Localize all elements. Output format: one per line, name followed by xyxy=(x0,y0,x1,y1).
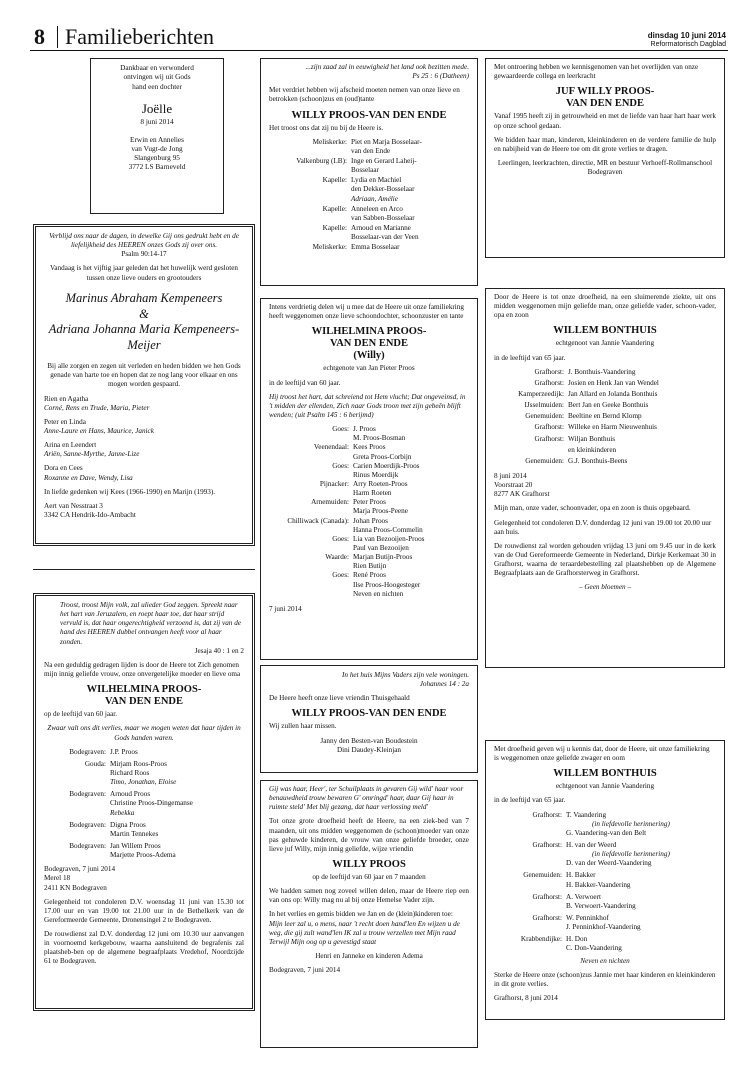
family-member: Inge en Gerard Laheij- xyxy=(351,157,417,166)
family-group xyxy=(44,418,244,436)
family-row xyxy=(44,821,244,839)
header-rule xyxy=(30,50,728,51)
family-member: J.P. Proos xyxy=(110,747,138,756)
address-line: 3342 CA Hendrik-Ido-Ambacht xyxy=(44,511,136,520)
signed-name: Leerlingen, leerkrachten, directie, MR en bestuur Verhoeff-Rollmanschool Bodegraven xyxy=(497,158,713,177)
family-place: Grafhorst: xyxy=(534,378,564,387)
obituary-intro: De Heere heeft onze lieve vriendin Thuisgehaald xyxy=(269,694,410,703)
family-place: IJsselmuiden: xyxy=(524,401,564,410)
family-row xyxy=(269,535,469,553)
family-row xyxy=(269,462,469,480)
family-row xyxy=(269,553,469,571)
family-names xyxy=(568,435,716,444)
quote-reference: Ps 25 : 6 (Datheen) xyxy=(412,72,469,81)
bible-quote: ...zijn zaad zal in eeuwigheid het land ook bezitten mede. xyxy=(305,63,469,71)
signed-name: Janny den Besten-van Boudestein xyxy=(320,736,418,745)
family-member: Josien en Henk Jan van Wendel xyxy=(568,378,659,387)
condolence-info: Gelegenheid tot condoleren D.V. donderdag 12 juni van 19.00 tot 20.00 uur aan huis. xyxy=(494,518,712,536)
obituary-intro: Met droefheid geven wij u kennis dat, door de Heere, uit onze familiekring is weggenomen onze geliefde zwager en oom xyxy=(494,745,710,763)
bible-quote: Troost, troost Mijn volk, zal ulieder God zeggen. Spreekt naar het hart van Jeruzalem, en roept haar toe, dat haar strijd vervuld is, dat haar ongerechtigheid verzoend is, dat zij van de hand des HEEREN dubbel ontvangen heeft voor al haar zonden. xyxy=(60,601,241,646)
family-place: Grafhorst: xyxy=(534,434,564,443)
family-row xyxy=(269,571,469,598)
family-member: Peter Proos xyxy=(353,498,386,507)
family-row xyxy=(44,842,244,860)
section-title: Familieberichten xyxy=(65,24,215,49)
family-names xyxy=(568,412,716,421)
family-list xyxy=(44,395,244,483)
family-names xyxy=(566,871,716,889)
prayer-paragraph: In het verlies en gemis bidden we Jan en de (klein)kinderen toe: xyxy=(269,910,453,919)
family-row xyxy=(269,517,469,535)
prayer-paragraph: We bidden haar man, kinderen, kleinkinderen en de verdere familie de hulp en nabijheid van de Heere toe om dit grote verlies te dragen. xyxy=(494,135,716,153)
family-row xyxy=(269,425,469,443)
family-member: Carien Moerdijk-Proos xyxy=(353,461,420,470)
closing-text: Wij zullen haar missen. xyxy=(269,722,337,731)
family-member: van Sabben-Bosselaar xyxy=(351,213,415,222)
deceased-name: WILLY PROOS-VAN DEN ENDE xyxy=(291,109,447,121)
family-row xyxy=(269,205,469,223)
parent-line: Erwin en Annelies xyxy=(130,134,184,144)
husband-name: Marinus Abraham Kempeneers xyxy=(65,290,223,305)
family-row xyxy=(494,401,716,410)
anniversary-text: Vandaag is het vijftig jaar geleden dat het huwelijk werd gesloten tussen onze lieve ouders en grootouders xyxy=(49,264,238,282)
family-list xyxy=(269,425,469,599)
deceased-name: WILHELMINA PROOS- VAN DEN ENDE (Willy) xyxy=(311,326,427,362)
spouse-line: echtgenoot van Jannie Vaandering xyxy=(555,339,655,348)
family-place: Bodegraven: xyxy=(69,747,106,756)
family-children: Roxanne en Dave, Wendy, Lisa xyxy=(44,473,133,482)
deceased-name: WILLY PROOS xyxy=(332,858,406,870)
deceased-name: WILLEM BONTHUIS xyxy=(553,768,657,780)
family-member: Digna Proos xyxy=(110,820,146,829)
wife-name: Adriana Johanna Maria Kempeneers-Meijer xyxy=(48,322,240,353)
obituary-friend xyxy=(260,665,478,773)
deceased-name: WILLEM BONTHUIS xyxy=(553,325,657,337)
family-member: Mirjam Roos-Proos xyxy=(110,759,167,768)
family-member: J. Proos xyxy=(353,425,376,434)
family-names xyxy=(568,390,716,399)
family-names xyxy=(353,517,469,535)
obituary-bonthuis-inlaws xyxy=(485,740,725,1020)
anniversary-announcement xyxy=(33,224,255,546)
family-names xyxy=(353,498,469,516)
family-place: Kapelle: xyxy=(322,204,347,213)
family-note: Adriaan, Amélie xyxy=(351,194,398,203)
family-member: J. Bonthuis-Vaandering xyxy=(568,367,636,376)
psalm-quote: Hij troost het hart, dat schreiend tot Hem vlucht; Dat ongeveinsd, in 't midden der ellenden, Zich naar Gods troon met zijn gebeên blijft wenden; (uit Psalm 145 : 6 berijmd) xyxy=(269,392,466,420)
family-place: Kamperzeedijk: xyxy=(518,390,564,399)
funeral-info: De rouwdienst zal D.V. donderdag 12 juni om 10.30 uur aanvangen in voornoemd kerkgebouw, waarna aansluitend de begrafenis zal plaatsheb-ben op de algemene begraafplaats Vredehof, Noordzijde 61 te Bodegraven. xyxy=(44,930,244,966)
family-member: Marjette Proos-Adema xyxy=(110,851,176,860)
family-names xyxy=(568,379,716,388)
family-member: G.J. Bonthuis-Beens xyxy=(568,456,628,465)
family-member: Marja Proos-Peene xyxy=(353,507,408,516)
birth-line: Dankbaar en verwonderd xyxy=(120,63,194,72)
family-names xyxy=(110,790,244,817)
family-row xyxy=(269,243,469,252)
family-row xyxy=(494,841,716,868)
address-line: 8 juni 2014 xyxy=(494,472,527,481)
family-list xyxy=(494,368,716,466)
family-row xyxy=(269,498,469,516)
family-names xyxy=(110,842,244,860)
family-note: Rebekka xyxy=(110,808,135,817)
address-line: Aert van Nesstraat 3 xyxy=(44,501,103,510)
family-row xyxy=(494,423,716,432)
family-member: Bosselaar xyxy=(351,166,379,175)
comfort-quote: Zwaar valt ons dit verlies, maar we mogen weten dat haar tijden in Gods handen waren. xyxy=(47,724,241,742)
family-place: Krabbendijke: xyxy=(520,935,562,944)
deceased-age: in de leeftijd van 65 jaar. xyxy=(494,796,566,805)
family-place: Meliskerke: xyxy=(312,243,347,252)
family-row xyxy=(494,457,716,466)
family-names xyxy=(353,480,469,498)
family-names xyxy=(568,401,716,410)
family-row xyxy=(269,224,469,242)
obituary-school xyxy=(485,58,725,258)
family-names xyxy=(351,176,469,203)
no-flowers-note: – Geen bloemen – xyxy=(578,583,632,592)
family-note: (in liefdevolle herinnering) xyxy=(592,819,670,828)
family-member: René Proos xyxy=(353,571,386,580)
family-names xyxy=(353,553,469,571)
birth-line: ontvingen wij uit Gods xyxy=(123,72,191,82)
family-row xyxy=(494,435,716,444)
family-names xyxy=(110,760,244,787)
family-place: Bodegraven: xyxy=(69,790,106,799)
family-place: Veenendaal: xyxy=(313,443,349,452)
anniversary-body: Bij alle zorgen en zegen uit verleden en heden bidden we hen Gods genade van harte toe en hopen dat ze nog lang voor elkaar en ons mogen worden gespaard. xyxy=(47,362,241,389)
family-member: Richard Roos xyxy=(110,768,150,777)
family-member: Beeltine en Bernd Klomp xyxy=(568,412,642,421)
family-member: G. Vaandering-van den Belt xyxy=(566,828,647,837)
family-names xyxy=(568,423,716,432)
quote-reference: Johannes 14 : 2a xyxy=(419,680,469,689)
ampersand: & xyxy=(139,306,149,321)
anniversary-quote: Verblijd ons naar de dagen, in dewelke Gij ons gedrukt hebt en de liefelijkheid des HEEREN onzes Gods zij over ons. xyxy=(49,232,239,250)
family-place: Bodegraven: xyxy=(69,841,106,850)
family-row xyxy=(269,138,469,156)
family-names xyxy=(353,535,469,553)
obituary-bonthuis-family xyxy=(485,288,725,668)
family-list xyxy=(269,138,469,253)
page-number: 8 xyxy=(34,24,45,49)
psalm-quote: Gij was haar, Heer', ter Schuilplaats in gevaren Gij wild' haar voor benauwdheid trouw bewaren G' omringd' haar, daar Gij haar in ruimte steld' Met blij gezang, dat haar verlossing meld' xyxy=(269,785,464,812)
obituary-intro: Door de Heere is tot onze droefheid, na een sluimerende ziekte, uit ons midden weggenomen mijn geliefde man, onze geliefde vader, schoon-vader, opa en zoon xyxy=(494,293,716,320)
spouse-line: echtgenoot van Jannie Vaandering xyxy=(555,782,655,791)
family-member: Lydia en Machiel xyxy=(351,176,402,185)
nephews-line: Neven en nichten xyxy=(580,956,630,965)
baby-name: Joëlle xyxy=(141,100,173,116)
family-children: Corné, Rens en Trude, Maria, Pieter xyxy=(44,403,150,412)
family-member: Harm Roeten xyxy=(353,489,392,498)
family-list xyxy=(44,748,244,861)
family-member: B. Verwoert-Vaandering xyxy=(566,901,636,910)
deceased-age: in de leeftijd van 65 jaar. xyxy=(494,353,566,362)
quote-reference: Jesaja 40 : 1 en 2 xyxy=(194,646,244,655)
family-names xyxy=(110,821,244,839)
family-member: D. van der Weerd-Vaandering xyxy=(566,859,652,868)
family-names xyxy=(566,935,716,953)
family-place: Grafhorst: xyxy=(532,810,562,819)
family-member: Jan Allard en Jolanda Bonthuis xyxy=(568,390,658,399)
family-place: Grafhorst: xyxy=(534,423,564,432)
family-member: Rinus Moerdijk xyxy=(353,470,399,479)
family-parents: Dora en Cees xyxy=(44,464,83,473)
deceased-name: WILLY PROOS-VAN DEN ENDE xyxy=(291,708,447,720)
family-member: H. Bakker-Vaandering xyxy=(566,880,631,889)
family-row xyxy=(269,480,469,498)
bible-quote: In het huis Mijns Vaders zijn vele woningen. xyxy=(342,671,469,679)
family-member: J. Penninkhof-Vaandering xyxy=(566,923,641,932)
family-group xyxy=(44,395,244,413)
family-list xyxy=(494,811,716,954)
closing-text: Sterke de Heere onze (schoon)zus Jannie met haar kinderen en kleinkinderen in dit grote verlies. xyxy=(494,970,716,988)
family-names xyxy=(353,571,469,598)
family-names xyxy=(353,443,469,461)
verse-quote: Mijn leer zal u, o mens, naar 't recht doen hand'len En wijzen u de weg, die gij zult wand'len IK zal u trouw verzellen met Mijn raad Terwijl Mijn oog op u gevestigd staat xyxy=(269,919,460,946)
family-member: Arnoud en Marianne xyxy=(351,224,411,233)
family-row xyxy=(494,368,716,377)
family-names xyxy=(566,914,716,932)
family-place: Bodegraven: xyxy=(69,820,106,829)
family-member: W. Penninkhof xyxy=(566,914,609,923)
header-divider xyxy=(57,26,58,48)
deceased-age: op de leeftijd van 60 jaar. xyxy=(44,710,118,719)
announcement-date: Grafhorst, 8 juni 2014 xyxy=(494,994,558,1003)
comfort-text: Het troost ons dat zij nu bij de Heere is. xyxy=(269,123,384,132)
address-line: Bodegraven, 7 juni 2014 xyxy=(44,865,116,874)
family-member: Paul van Bezooijen xyxy=(353,544,409,552)
birth-date: 8 juni 2014 xyxy=(140,117,174,127)
family-member: H. van der Weerd xyxy=(566,841,617,850)
family-member: Willeke en Harm Nieuwenhuis xyxy=(568,423,657,432)
family-children: Ariën, Sanne-Myrthe, Janne-Lize xyxy=(44,450,140,459)
family-member: van den Ende xyxy=(351,146,391,155)
family-row xyxy=(44,790,244,817)
family-parents: Peter en Linda xyxy=(44,417,86,426)
family-row xyxy=(269,157,469,175)
condolence-info: Gelegenheid tot condoleren D.V. woensdag 11 juni van 15.30 tot 17.00 uur en van 19.00 tot 21.00 uur in de Bethelkerk van de Gereformeerde Gemeente, Dronensingel 2 te Bodegraven. xyxy=(44,897,244,924)
family-member: Kees Proos xyxy=(353,443,386,452)
family-names xyxy=(351,205,469,223)
family-place: Kapelle: xyxy=(322,176,347,185)
family-member: Jan Willem Proos xyxy=(110,841,161,850)
family-member: Martin Tennekes xyxy=(110,829,159,838)
obituary-intro: Met verdriet hebben wij afscheid moeten nemen van onze lieve en betrokken (schoon)zus en (oud)tante xyxy=(269,86,460,104)
deceased-name: WILHELMINA PROOS- VAN DEN ENDE xyxy=(86,684,202,708)
family-member: en kleinkinderen xyxy=(568,445,617,454)
family-place: Pijnacker: xyxy=(319,480,349,489)
parent-line: Slangenburg 95 xyxy=(134,153,180,163)
family-place: Genemuiden: xyxy=(523,871,562,880)
family-names xyxy=(351,157,469,175)
obituary-intro: Intens verdrietig delen wij u mee dat de Heere uit onze familiekring heeft weggenomen onze lieve schoondochter, schoonzuster en tante xyxy=(269,303,464,321)
obituary-meliskerke xyxy=(260,58,478,286)
obituary-troost xyxy=(33,593,255,1011)
family-row xyxy=(494,811,716,838)
family-parents: Rien en Agatha xyxy=(44,394,89,403)
birth-line: hand een dochter xyxy=(132,81,182,91)
family-place: Valkenburg (LB): xyxy=(296,157,347,166)
signed-name: Dini Daudey-Kleinjan xyxy=(336,745,402,754)
family-member: Piet en Marja Bosselaar- xyxy=(351,137,422,146)
family-row xyxy=(494,871,716,889)
family-member: A. Verwoert xyxy=(566,892,601,901)
family-row xyxy=(269,176,469,203)
viewing-info: Mijn man, onze vader, schoonvader, opa en zoon is thuis opgebaard. xyxy=(494,504,691,513)
family-note: (in liefdevolle herinnering) xyxy=(592,850,670,859)
family-children: Anne-Laure en Hans, Maurice, Janick xyxy=(44,427,154,436)
family-member: Johan Proos xyxy=(353,516,388,525)
family-names xyxy=(351,138,469,156)
family-place: Genemuiden: xyxy=(525,412,564,421)
family-place: Arnemuiden: xyxy=(311,498,349,507)
address-line: Voorstraat 20 xyxy=(494,481,533,490)
family-member: Bert Jan en Geeke Bonthuis xyxy=(568,401,649,410)
birth-announcement xyxy=(90,58,224,214)
family-member: Greta Proos-Corbijn xyxy=(353,452,412,461)
family-member: M. Proos-Bosman xyxy=(353,434,406,443)
family-names xyxy=(568,457,716,466)
family-row xyxy=(494,893,716,911)
family-member: Wiljan Bonthuis xyxy=(568,434,616,443)
family-row xyxy=(44,748,244,757)
family-member: Hanna Proos-Commelin xyxy=(353,525,423,534)
announcement-date: 7 juni 2014 xyxy=(269,604,302,613)
family-member: Anneleen en Arco xyxy=(351,204,403,213)
family-names xyxy=(353,462,469,480)
issue-date: dinsdag 10 juni 2014 xyxy=(647,31,726,40)
family-place: Grafhorst: xyxy=(534,367,564,376)
obituary-willy-family xyxy=(260,298,478,660)
family-names xyxy=(566,811,716,838)
memory-paragraph: We hadden samen nog zoveel willen delen, maar de Heere riep een van ons op: Willy mag nu al bij onze Hemelse Vader zijn. xyxy=(269,887,469,905)
family-row xyxy=(269,443,469,461)
family-row xyxy=(494,379,716,388)
family-row xyxy=(494,914,716,932)
signed-name: Henri en Janneke en kinderen Adema xyxy=(315,952,423,961)
family-group xyxy=(44,441,244,459)
family-place: Grafhorst: xyxy=(532,892,562,901)
obituary-willy-friends xyxy=(260,780,478,1048)
family-row xyxy=(494,412,716,421)
family-member: Rien Butijn xyxy=(353,562,387,571)
deceased-name: JUF WILLY PROOS- VAN DEN ENDE xyxy=(555,86,655,110)
family-parents: Arina en Leendert xyxy=(44,441,97,450)
family-member: den Dekker-Bosselaar xyxy=(351,185,415,194)
family-group xyxy=(44,464,244,482)
family-member: Bosselaar-van der Veen xyxy=(351,233,419,242)
address-line: 8277 AK Grafhorst xyxy=(494,490,550,499)
family-member: Ilse Proos-Hoogesteger xyxy=(353,580,421,589)
spouse-line: echtgenote van Jan Pieter Proos xyxy=(323,364,415,373)
family-place: Chilliwack (Canada): xyxy=(287,516,349,525)
family-place: Goes: xyxy=(332,461,349,470)
family-place: Genemuiden: xyxy=(525,456,564,465)
family-names xyxy=(566,893,716,911)
obituary-intro: Met ontroering hebben we kennisgenomen van het overlijden van onze gewaardeerde collega en leerkracht xyxy=(494,63,699,81)
family-note: Timo, Jonathan, Eloise xyxy=(110,778,177,787)
family-place: Goes: xyxy=(332,534,349,543)
family-place: Kapelle: xyxy=(322,224,347,233)
family-place xyxy=(494,446,568,455)
family-member: C. Don-Vaandering xyxy=(566,944,622,953)
deceased-age: in de leeftijd van 60 jaar. xyxy=(269,378,341,387)
family-place: Goes: xyxy=(332,425,349,434)
memory-text: In liefde gedenken wij Kees (1966-1990) en Marijn (1993). xyxy=(44,487,216,496)
quote-reference: Psalm 90:14-17 xyxy=(121,250,167,259)
family-place: Grafhorst: xyxy=(532,841,562,850)
family-names xyxy=(353,425,469,443)
deceased-age: op de leeftijd van 60 jaar en 7 maanden xyxy=(312,873,426,882)
family-member: H. Bakker xyxy=(566,871,596,880)
work-paragraph: Vanaf 1995 heeft zij in getrouwheid en met de liefde van haar hart haar werk op onze school gedaan. xyxy=(494,112,716,130)
family-names xyxy=(568,368,716,377)
family-member: T. Vaandering xyxy=(566,810,607,819)
family-names xyxy=(566,841,716,868)
family-place: Meliskerke: xyxy=(312,137,347,146)
family-place: Gouda: xyxy=(84,759,106,768)
family-row xyxy=(494,935,716,953)
family-names xyxy=(351,243,469,252)
announcement-date: Bodegraven, 7 juni 2014 xyxy=(269,966,341,975)
family-place: Waarde: xyxy=(325,553,349,562)
family-member: Lia van Bezooijen-Proos xyxy=(353,534,425,543)
address-line: Merel 18 xyxy=(44,874,71,883)
parent-line: 3772 LS Barneveld xyxy=(128,162,186,172)
family-row xyxy=(44,760,244,787)
family-member: H. Don xyxy=(566,935,588,944)
address-line: 2411 KN Bodegraven xyxy=(44,883,107,892)
obituary-intro: Na een geduldig gedragen lijden is door de Heere tot Zich genomen mijn innig geliefde vrouw, onze onvergetelijke moeder en lieve oma xyxy=(44,660,241,678)
column-rule xyxy=(33,569,255,570)
family-place: Goes: xyxy=(332,571,349,580)
parent-line: van Vugt-de Jong xyxy=(131,143,183,153)
family-row xyxy=(494,390,716,399)
family-member: Arnoud Proos xyxy=(110,790,151,799)
family-names xyxy=(110,748,244,757)
family-row xyxy=(494,446,716,455)
obituary-intro: Tot onze grote droefheid heeft de Heere, na een ziek-bed van 7 maanden, uit ons midden weggenomen de (schoon)moeder van onze pas gehuwde kinderen, de vrouw van onze geliefde broeder, onze lieve juf Willy, mijn innig geliefde, wijze vriendin xyxy=(269,817,469,853)
family-place: Grafhorst: xyxy=(532,914,562,923)
family-names xyxy=(351,224,469,242)
family-member: Christine Proos-Dingemanse xyxy=(110,799,193,808)
newspaper-name: Reformatorisch Dagblad xyxy=(650,41,726,48)
family-member: Arry Roeten-Proos xyxy=(353,480,408,489)
family-member: Marjan Butijn-Proos xyxy=(353,553,413,562)
funeral-info: De rouwdienst zal worden gehouden vrijdag 13 juni om 9.45 uur in de kerk van de Oud Gereformeerde Gemeente in Nederland, Dirkje Kerkemaat 30 in Grafhorst, waarna de teraardebestelling zal plaatshebben op de Algemene Begraafplaats aan de Grafhorsterweg in Grafhorst. xyxy=(494,541,716,578)
family-names xyxy=(568,446,716,455)
family-member: Neven en nichten xyxy=(353,589,404,598)
family-member: Emma Bosselaar xyxy=(351,243,400,252)
